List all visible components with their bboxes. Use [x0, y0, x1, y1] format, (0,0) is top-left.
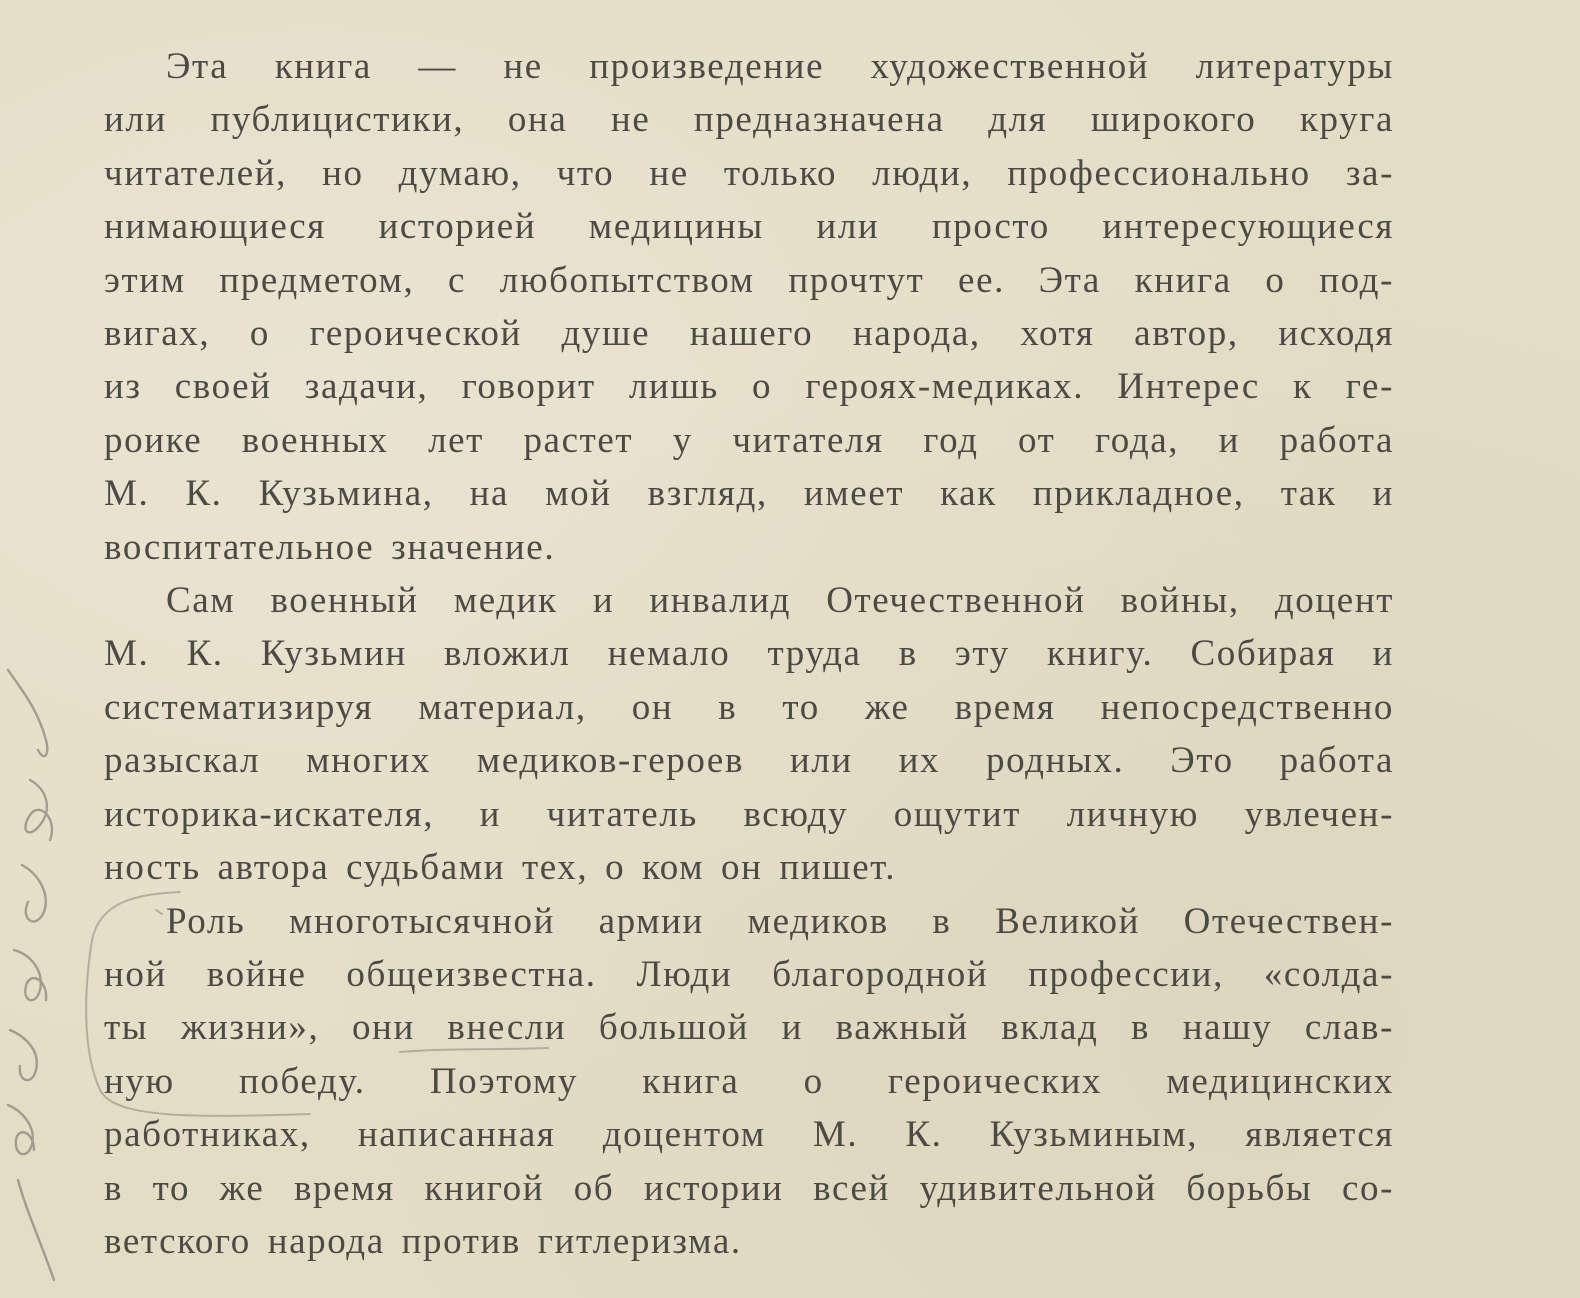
text-line: Сам военный медик и инвалид Отечественной войны, доцент: [166, 580, 1394, 622]
pencil-margin-scribble: [0, 650, 120, 1290]
text-line: М. К. Кузьмина, на мой взгляд, имеет как прикладное, так и: [104, 473, 1394, 515]
text-line: ную победу. Поэтому книга о героических медицинских: [104, 1060, 1394, 1102]
text-line: ты жизни», они внесли большой и важный вклад в нашу слав-: [104, 1007, 1394, 1049]
text-line: или публицистики, она не предназначена для широкого круга: [104, 99, 1394, 141]
text-line: роике военных лет растет у читателя год от года, и работа: [104, 419, 1394, 461]
paragraph-2: [104, 574, 1394, 894]
text-line: этим предметом, с любопытством прочтут ее. Эта книга о под-: [104, 259, 1394, 301]
text-line: работниках, написанная доцентом М. К. Кузьминым, является: [104, 1114, 1394, 1156]
text-line: Эта книга — не произведение художественной литературы: [166, 46, 1394, 87]
text-line: ветского народа против гитлеризма.: [104, 1220, 742, 1262]
text-line: Роль многотысячной армии медиков в Великой Отечествен-: [166, 900, 1394, 942]
text-line: ной войне общеизвестна. Люди благородной профессии, «солда-: [104, 953, 1394, 995]
text-line: ность автора судьбами тех, о ком он пишет.: [104, 847, 897, 889]
paragraph-3: [104, 895, 1394, 1269]
text-line: М. К. Кузьмин вложил немало труда в эту книгу. Собирая и: [104, 633, 1394, 675]
text-line: нимающиеся историей медицины или просто интересующиеся: [104, 206, 1394, 248]
text-line: в то же время книгой об истории всей удивительной борьбы со-: [104, 1167, 1394, 1209]
text-line: разыскал многих медиков-героев или их родных. Это работа: [104, 740, 1394, 782]
text-line: историка-искателя, и читатель всюду ощутит личную увлечен-: [104, 793, 1394, 835]
text-line: систематизируя материал, он в то же время непосредственно: [104, 686, 1394, 728]
text-line: читателей, но думаю, что не только люди, профессионально за-: [104, 152, 1394, 194]
paragraph-1: [104, 40, 1394, 574]
text-line: воспитательное значение.: [104, 526, 556, 568]
page-text: [104, 40, 1394, 1268]
text-line: из своей задачи, говорит лишь о героях-медиках. Интерес к ге-: [104, 366, 1394, 408]
text-line: вигах, о героической душе нашего народа, хотя автор, исходя: [104, 313, 1394, 355]
